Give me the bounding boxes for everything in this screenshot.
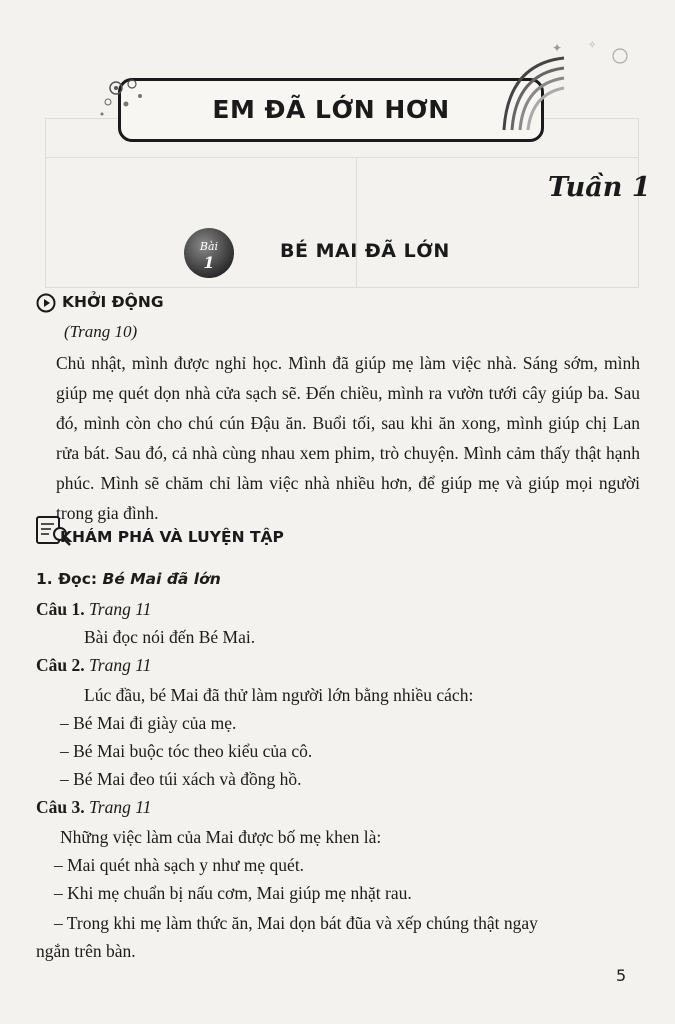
unit-title: EM ĐÃ LỚN HƠN [212, 95, 450, 124]
question-1-label [36, 598, 151, 620]
sparkle-icon [548, 36, 638, 76]
warmup-heading: KHỞI ĐỘNG [62, 293, 164, 311]
lesson-title: BÉ MAI ĐÃ LỚN [280, 240, 450, 262]
q2-ref: Trang 11 [89, 655, 152, 675]
flower-decoration-icon [96, 74, 156, 120]
question-3-item: ngắn trên bàn. [36, 941, 136, 961]
question-3-label [36, 796, 151, 818]
warmup-paragraph: Chủ nhật, mình được nghỉ học. Mình đã giúp mẹ làm việc nhà. Sáng sớm, mình giúp mẹ quét dọn nhà cửa sạch sẽ. Đến chiều, mình ra vườn tưới cây giúp ba. Sau đó, mình còn cho chú cún Đậu ăn. Buổi tối, sau khi ăn xong, mình giúp chị Lan rửa bát. Sau đó, cả nhà cùng nhau xem phim, trò chuyện. Mình cảm thấy thật hạnh phúc. Mình sẽ chăm chỉ làm việc nhà nhiều hơn, để giúp mẹ và giúp mọi người trong gia đình. [56, 353, 640, 523]
question-2-item: – Bé Mai đi giày của mẹ. [60, 713, 237, 733]
question-2-intro: Lúc đầu, bé Mai đã thử làm người lớn bằng nhiều cách: [84, 685, 474, 705]
q1-ref: Trang 11 [89, 599, 152, 619]
question-1-answer: Bài đọc nói đến Bé Mai. [84, 627, 256, 647]
page-number: 5 [616, 966, 627, 985]
reading-title: Bé Mai đã lớn [102, 570, 221, 588]
question-2-label [36, 654, 151, 676]
question-3-item: – Mai quét nhà sạch y như mẹ quét. [54, 855, 305, 875]
q3-ref: Trang 11 [89, 797, 152, 817]
question-2-item: – Bé Mai đeo túi xách và đồng hồ. [60, 769, 302, 789]
week-label: Tuần 1 [548, 172, 651, 203]
reading-heading [36, 570, 221, 588]
svg-text:1: 1 [203, 253, 215, 272]
unit-banner [118, 78, 546, 140]
lesson-badge-icon [182, 226, 236, 280]
reading-prefix: 1. Đọc: [36, 570, 103, 588]
bleed-through-table [45, 118, 639, 288]
svg-text:✦: ✦ [552, 41, 563, 55]
explore-heading: KHÁM PHÁ VÀ LUYỆN TẬP [60, 528, 284, 546]
warmup-page-ref: (Trang 10) [64, 322, 138, 341]
play-circle-icon [36, 293, 56, 313]
question-3-item: – Khi mẹ chuẩn bị nấu cơm, Mai giúp mẹ nhặt rau. [54, 883, 412, 903]
q3-label: Câu 3. [36, 797, 85, 817]
question-3-intro: Những việc làm của Mai được bố mẹ khen là: [60, 827, 382, 847]
svg-text:✧: ✧ [588, 40, 597, 51]
q1-label: Câu 1. [36, 599, 85, 619]
question-3-item: – Trong khi mẹ làm thức ăn, Mai dọn bát đũa và xếp chúng thật ngay [54, 913, 538, 933]
q2-label: Câu 2. [36, 655, 85, 675]
question-2-item: – Bé Mai buộc tóc theo kiểu của cô. [60, 741, 313, 761]
svg-text:Bài: Bài [199, 240, 219, 253]
